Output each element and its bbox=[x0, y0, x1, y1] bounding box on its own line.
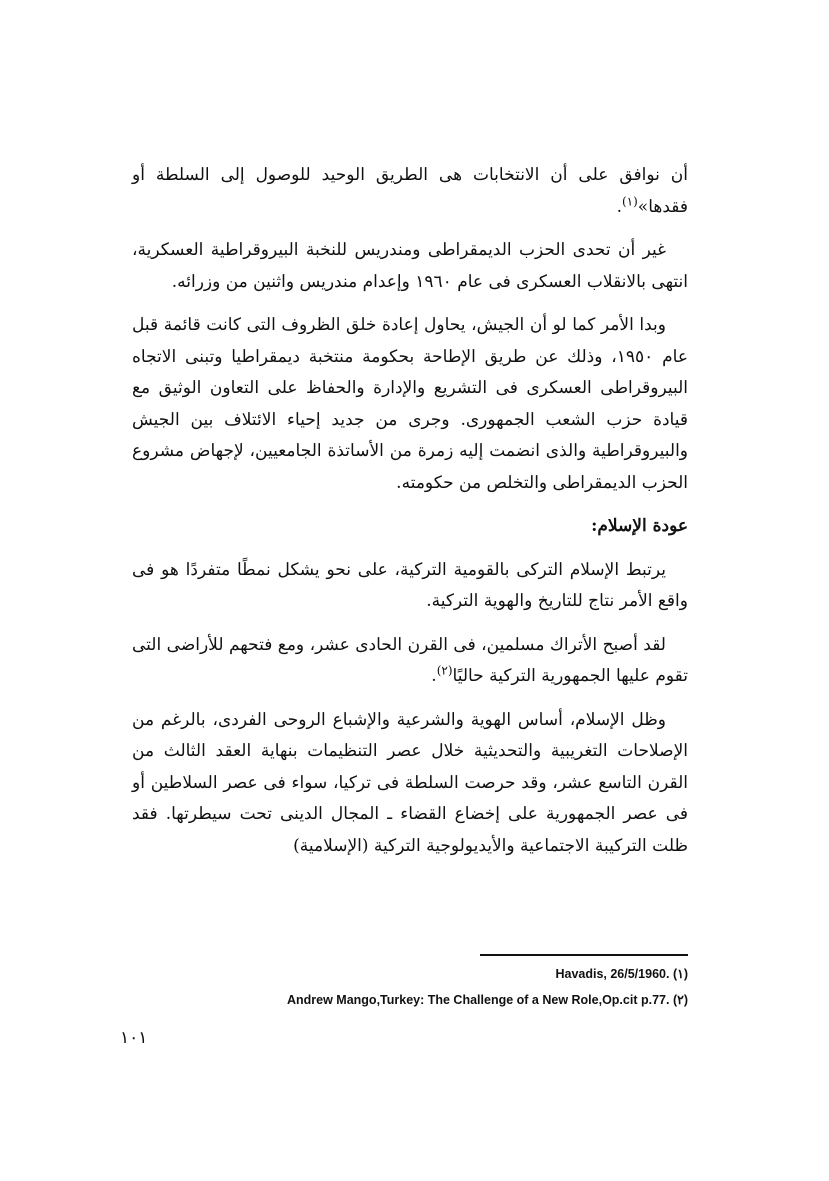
footnote-1 bbox=[240, 961, 688, 987]
paragraph-5-end: . bbox=[431, 666, 437, 686]
footnote-ref-2: (٢) bbox=[436, 663, 453, 678]
footnote-divider bbox=[480, 954, 688, 956]
footnotes bbox=[240, 961, 688, 1013]
footnote-2-number: (٢) bbox=[672, 993, 688, 1007]
footnote-2-text: Andrew Mango,Turkey: The Challenge of a New Role,Op.cit p.77. bbox=[286, 993, 670, 1007]
paragraph-1 bbox=[132, 160, 688, 223]
footnote-ref-1: (١) bbox=[621, 193, 638, 208]
body-text bbox=[132, 160, 688, 874]
footnote-1-number: (١) bbox=[672, 967, 688, 981]
paragraph-6: وظل الإسلام، أساس الهوية والشرعية والإشباع الروحى الفردى، بالرغم من الإصلاحات التغريبية والتحديثية خلال عصر التنظيمات بنهاية العقد الثالث من القرن التاسع عشر، وقد حرصت السلطة فى تركيا، سواء فى عصر السلاطين أو فى عصر الجمهورية على إخضاع القضاء ـ المجال الدينى تحت سيطرتها. فقد ظلت التركيبة الاجتماعية والأيديولوجية التركية (الإسلامية) bbox=[132, 709, 688, 856]
paragraph-1-end: . bbox=[616, 196, 622, 217]
paragraph-4: يرتبط الإسلام التركى بالقومية التركية، على نحو يشكل نمطًا متفردًا هو فى واقع الأمر نتاج للتاريخ والهوية التركية. bbox=[132, 559, 688, 611]
footnote-1-text: Havadis, 26/5/1960. bbox=[555, 967, 670, 981]
paragraph-3: وبدا الأمر كما لو أن الجيش، يحاول إعادة خلق الظروف التى كانت قائمة قبل عام ١٩٥٠، وذلك عن طريق الإطاحة بحكومة منتخبة ديمقراطيا وتبنى الاتجاه البيروقراطى العسكرى فى التشريع والإدارة والحفاظ على التعاون الوثيق مع قيادة حزب الشعب الجمهورى. وجرى من جديد إحياء الائتلاف بين الجيش والبيروقراطية والذى انضمت إليه زمرة من الأساتذة الجامعيين، لإجهاض مشروع الحزب الديمقراطى والتخلص من حكومته. bbox=[132, 315, 688, 493]
paragraph-2: غير أن تحدى الحزب الديمقراطى ومندريس للنخبة البيروقراطية العسكرية، انتهى بالانقلاب العسكرى فى عام ١٩٦٠ وإعدام مندريس واثنين من وزرائه. bbox=[132, 240, 688, 292]
paragraph-5 bbox=[132, 630, 688, 693]
page-number: ١٠١ bbox=[120, 1028, 148, 1048]
section-heading: عودة الإسلام: bbox=[591, 516, 688, 536]
footnote-2 bbox=[240, 987, 688, 1013]
paragraph-1-text: أن نوافق على أن الانتخابات هى الطريق الوحيد للوصول إلى السلطة أو فقدها» bbox=[132, 165, 688, 217]
paragraph-5-text: لقد أصبح الأتراك مسلمين، فى القرن الحادى عشر، ومع فتحهم للأراضى التى تقوم عليها الجمهورية التركية حاليًا bbox=[132, 634, 688, 686]
